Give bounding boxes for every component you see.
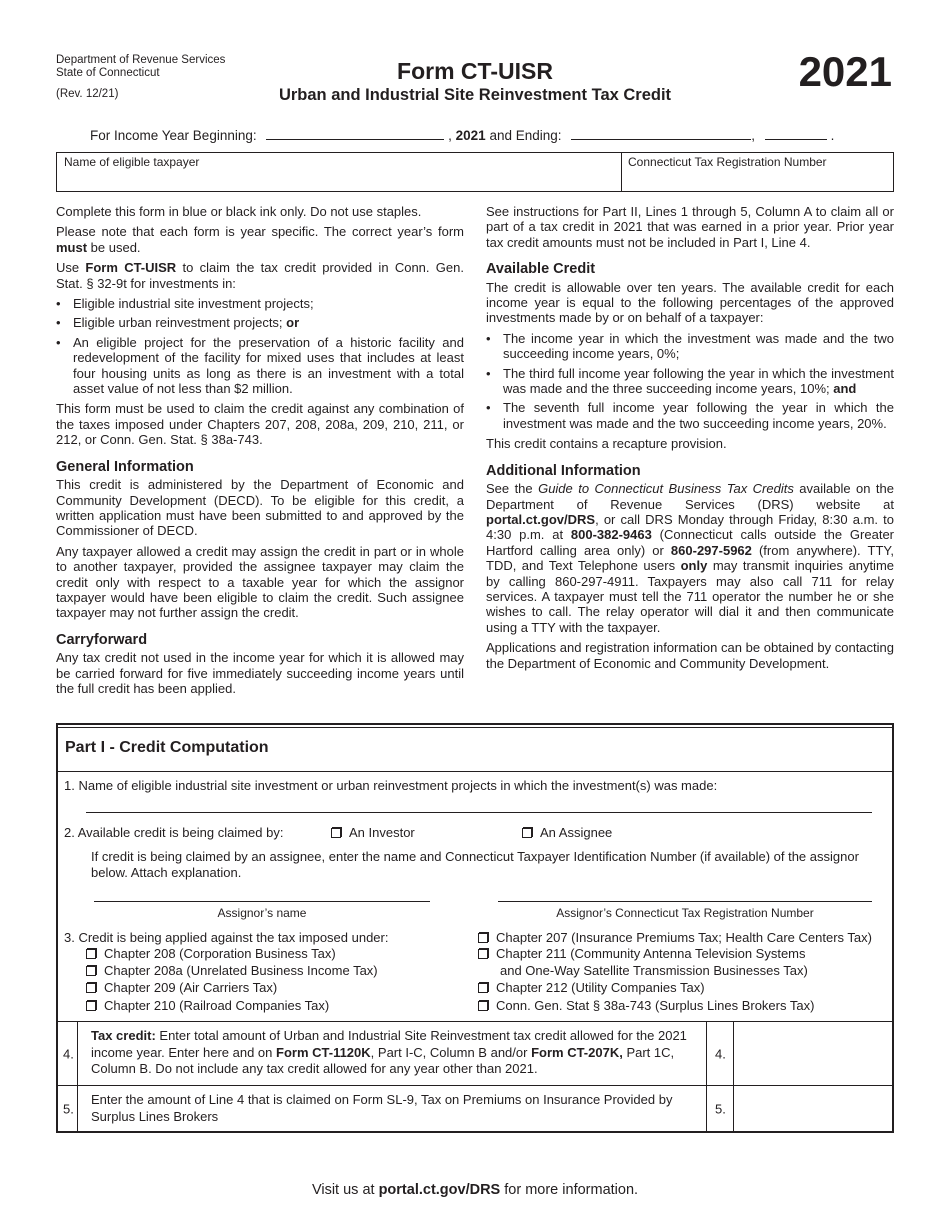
investor-option[interactable]: An Investor: [331, 825, 415, 840]
chapters-note: This form must be used to claim the credit against any combination of the taxes imposed under Chapters 207, 208, 208a, 209, 210, 211, or 212, or Conn. Gen. Stat. § 38a-743.: [56, 401, 464, 448]
list-item: • Eligible industrial site investment projects;: [56, 296, 464, 311]
assignor-registration-label: Assignor’s Connecticut Tax Registration Number: [556, 906, 814, 920]
line4-amount-field[interactable]: [733, 1022, 892, 1086]
tax-year: 2021: [798, 48, 892, 95]
use-form-intro: Use Form CT-UISR to claim the tax credit provided in Conn. Gen. Stat. § 32-9t for investments in:: [56, 260, 464, 291]
carryforward-heading: Carryforward: [56, 631, 148, 648]
investment-list: [56, 296, 464, 396]
line4-ref: 4.: [706, 1022, 734, 1086]
instructions-left-column: [56, 204, 464, 701]
general-info-p1: This credit is administered by the Department of Economic and Community Development (DECD). To be eligible for this credit, a written application must have been submitted to and approved by the Commissioner of DECD.: [56, 477, 464, 539]
credit-percentage-list: [486, 331, 894, 431]
chapter-209-option[interactable]: Chapter 209 (Air Carriers Tax): [86, 980, 277, 995]
list-item: • The income year in which the investment was made and the two succeeding income years, 0%;: [486, 331, 894, 362]
surplus-lines-option[interactable]: Conn. Gen. Stat § 38a-743 (Surplus Lines Brokers Tax): [478, 998, 814, 1013]
income-year-end-field[interactable]: [571, 127, 751, 140]
tax-registration-field[interactable]: [622, 153, 893, 191]
chapter-211-continued: and One-Way Satellite Transmission Businesses Tax): [500, 963, 808, 978]
investor-checkbox[interactable]: [331, 828, 341, 838]
line5-text: Enter the amount of Line 4 that is claimed on Form SL-9, Tax on Premiums on Insurance Provided by Surplus Lines Brokers: [91, 1092, 673, 1124]
line4-text: Tax credit: Enter total amount of Urban and Industrial Site Reinvestment tax credit allowed for the 2021 income year. Enter here and on Form CT-1120K, Part I-C, Column B and/or Form CT-207K, Part 1C, Column B. Do not include any tax credit allowed for any year other than 2021.: [91, 1028, 687, 1076]
part1-credit-computation: [56, 723, 894, 1133]
line3-label: 3. Credit is being applied against the tax imposed under:: [64, 930, 389, 945]
form-title: Form CT-UISR: [397, 58, 553, 84]
assignor-name-label: Assignor’s name: [217, 906, 307, 920]
available-credit-text: The credit is allowable over ten years. The available credit for each income year is equal to the following percentages of the approved investments made by or on behalf of a taxpayer:: [486, 279, 894, 326]
chapter-207-checkbox[interactable]: [478, 933, 488, 943]
income-year-begin-label: For Income Year Beginning:: [90, 128, 257, 143]
income-year-end-year-field[interactable]: [765, 127, 827, 140]
form-subtitle: Urban and Industrial Site Reinvestment Tax Credit: [278, 86, 672, 104]
list-item: • The seventh full income year following the year in which the investment was made and the two succeeding income years, 20%.: [486, 400, 894, 431]
income-year-line: For Income Year Beginning: , 2021 and Ending: , .: [90, 128, 835, 143]
state-name: State of Connecticut: [56, 67, 160, 79]
chapter-208a-option[interactable]: Chapter 208a (Unrelated Business Income Tax): [86, 963, 378, 978]
chapter-211-checkbox[interactable]: [478, 949, 488, 959]
additional-info-heading: Additional Information: [486, 462, 641, 479]
year-specific-note: Please note that each form is year specific. The correct year’s form must be used.: [56, 224, 464, 255]
assignee-option[interactable]: An Assignee: [522, 825, 612, 840]
agency-name: Department of Revenue Services: [56, 54, 226, 66]
list-item: • Eligible urban reinvestment projects; or: [56, 315, 464, 330]
taxpayer-name-label: Name of eligible taxpayer: [64, 155, 200, 169]
list-item: • The third full income year following the year in which the investment was made and the three succeeding income years, 10%; and: [486, 366, 894, 397]
chapter-212-option[interactable]: Chapter 212 (Utility Companies Tax): [478, 980, 705, 995]
chapter-211-option[interactable]: Chapter 211 (Community Antenna Television Systems: [478, 946, 806, 961]
footer-website-link[interactable]: portal.ct.gov/DRS: [378, 1182, 501, 1198]
additional-info-text: See the Guide to Connecticut Business Tax Credits available on the Department of Revenue Services (DRS) website at portal.ct.gov/DRS, or call DRS Monday through Friday, 8:30 a.m. to 4:30 p.m. at 800-382-9463 (Connecticut calls outside the Greater Hartford calling area only) or 860-297-5962 (from anywhere). TTY, TDD, and Text Telephone users only may transmit inquiries anytime by calling 860-297-4911. Taxpayers may also call 711 for relay services. A taxpayer must tell the 711 operator the number he or she wishes to call. The relay operator will dial it and then communicate using a TTY with the taxpayer.: [486, 481, 895, 635]
assignor-registration-field[interactable]: [498, 901, 872, 902]
applications-note: Applications and registration information can be obtained by contacting the Department of Economic and Community Development.: [486, 640, 894, 671]
general-info-heading: General Information: [56, 458, 194, 475]
assignor-name-field[interactable]: [94, 901, 430, 902]
chapter-209-checkbox[interactable]: [86, 983, 96, 993]
footer: Visit us at portal.ct.gov/DRS for more information.: [311, 1182, 639, 1198]
chapter-212-checkbox[interactable]: [478, 983, 488, 993]
income-year-bold: 2021: [455, 128, 486, 143]
drs-phone-1: 800-382-9463: [570, 527, 652, 543]
assignee-note: If credit is being claimed by an assignee, enter the name and Connecticut Taxpayer Identification Number (if available) of the assignor below. Attach explanation.: [91, 849, 859, 880]
line5-amount-field[interactable]: [733, 1086, 892, 1132]
income-year-begin-field[interactable]: [266, 127, 444, 140]
revision-date: (Rev. 12/21): [56, 88, 119, 100]
chapter-210-checkbox[interactable]: [86, 1001, 96, 1011]
prior-year-note: See instructions for Part II, Lines 1 through 5, Column A to claim all or part of a tax credit in 2021 that was earned in a prior year. Prior year tax credit amounts must not be included in Part I, Line 4.: [486, 204, 894, 250]
assignee-checkbox[interactable]: [522, 828, 532, 838]
chapter-207-option[interactable]: Chapter 207 (Insurance Premiums Tax; Health Care Centers Tax): [478, 930, 872, 945]
tax-registration-label: Connecticut Tax Registration Number: [628, 155, 827, 169]
available-credit-heading: Available Credit: [486, 261, 596, 278]
line1-project-field[interactable]: [86, 812, 872, 813]
taxpayer-name-field[interactable]: [57, 153, 622, 191]
chapter-208a-checkbox[interactable]: [86, 966, 96, 976]
list-item: • An eligible project for the preservation of a historic facility and redevelopment of the facility for mixed uses that includes at least four housing units as long as there is an investment with a total asset value of not less than $2 million.: [56, 335, 464, 397]
part1-title: Part I - Credit Computation: [65, 739, 269, 756]
surplus-lines-checkbox[interactable]: [478, 1001, 488, 1011]
income-year-end-label: and Ending:: [489, 128, 562, 143]
recapture-note: This credit contains a recapture provision.: [486, 436, 727, 452]
chapter-210-option[interactable]: Chapter 210 (Railroad Companies Tax): [86, 998, 329, 1013]
part1-header: [58, 725, 892, 772]
line5-ref: 5.: [706, 1086, 734, 1132]
line2-label: 2. Available credit is being claimed by:: [64, 825, 284, 840]
chapter-208-checkbox[interactable]: [86, 949, 96, 959]
chapter-208-option[interactable]: Chapter 208 (Corporation Business Tax): [86, 946, 336, 961]
drs-website-link[interactable]: portal.ct.gov/DRS: [486, 511, 596, 527]
general-info-p2: Any taxpayer allowed a credit may assign the credit in part or in whole to another taxpayer, provided the assignee taxpayer may claim the credit only with respect to a taxable year for which the assignor taxpayer would have been eligible to claim the credit. Such assignee taxpayer may not further assign the credit.: [56, 543, 464, 621]
line5-row: [58, 1085, 892, 1132]
taxpayer-info-box: [56, 152, 894, 192]
line4-row: [58, 1021, 892, 1086]
instructions-right-column: [486, 204, 894, 676]
drs-phone-2: 860-297-5962: [670, 542, 752, 558]
line4-number: 4.: [58, 1022, 78, 1086]
line1-label: 1. Name of eligible industrial site investment or urban reinvestment projects in which the investment(s) was made:: [64, 778, 718, 793]
carryforward-text: Any tax credit not used in the income year for which it is allowed may be carried forward for five immediately succeeding income years until the full credit has been applied.: [56, 650, 464, 696]
ink-instruction: Complete this form in blue or black ink only. Do not use staples.: [56, 204, 422, 219]
line5-number: 5.: [58, 1086, 78, 1132]
